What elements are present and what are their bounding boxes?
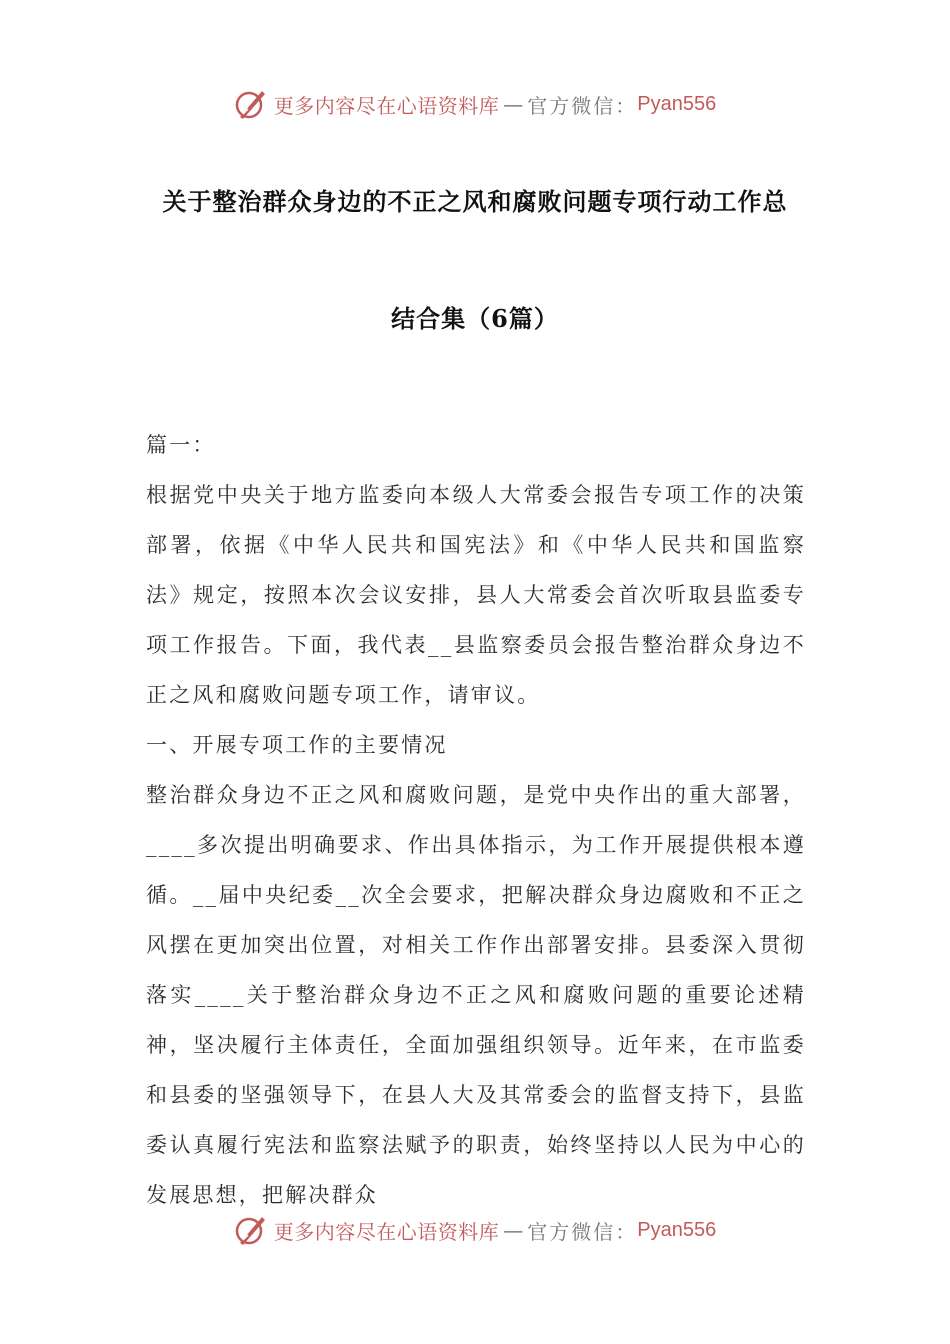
header-separator: — [503, 92, 524, 116]
quill-pen-logo-icon [234, 87, 268, 121]
footer-banner [0, 1210, 950, 1250]
quill-pen-logo-icon [234, 1213, 268, 1247]
footer-wechat-id: Pyan556 [637, 1218, 717, 1241]
paragraph-intro: 根据党中央关于地方监委向本级人大常委会报告专项工作的决策部署，依据《中华人民共和国宪法》和《中华人民共和国监察法》规定，按照本次会议安排，县人大常委会首次听取县监委专项工作报告。下面，我代表__县监察委员会报告整治群众身边不正之风和腐败问题专项工作，请审议。 [146, 483, 806, 707]
section-heading: 一、开展专项工作的主要情况 [146, 733, 448, 757]
paragraph-main: 整治群众身边不正之风和腐败问题，是党中央作出的重大部署，____多次提出明确要求、作出具体指示，为工作开展提供根本遵循。__届中央纪委__次全会要求，把解决群众身边腐败和不正之风摆在更加突出位置，对相关工作作出部署安排。县委深入贯彻落实____关于整治群众身边不正之风和腐败问题的重要论述精神，坚决履行主体责任，全面加强组织领导。近年来，在市监委和县委的坚强领导下，在县人大及其常委会的监督支持下，县监委认真履行宪法和监察法赋予的职责，始终坚持以人民为中心的发展思想，把解决群众 [146, 783, 806, 1207]
header-brand-text: 更多内容尽在心语资料库 [273, 93, 500, 118]
header-wechat-label: 官方微信： [527, 93, 638, 118]
footer-separator: — [503, 1218, 524, 1242]
header-wechat-id: Pyan556 [637, 92, 717, 115]
footer-brand-text: 更多内容尽在心语资料库 [273, 1219, 500, 1244]
footer-wechat-label: 官方微信： [527, 1219, 638, 1244]
document-title-line-1: 关于整治群众身边的不正之风和腐败问题专项行动工作总 [162, 187, 788, 216]
header-banner [0, 84, 950, 124]
document-body [146, 420, 806, 1220]
section-label: 篇一： [146, 433, 216, 457]
document-title-line-2: 结合集（6篇） [391, 304, 559, 333]
